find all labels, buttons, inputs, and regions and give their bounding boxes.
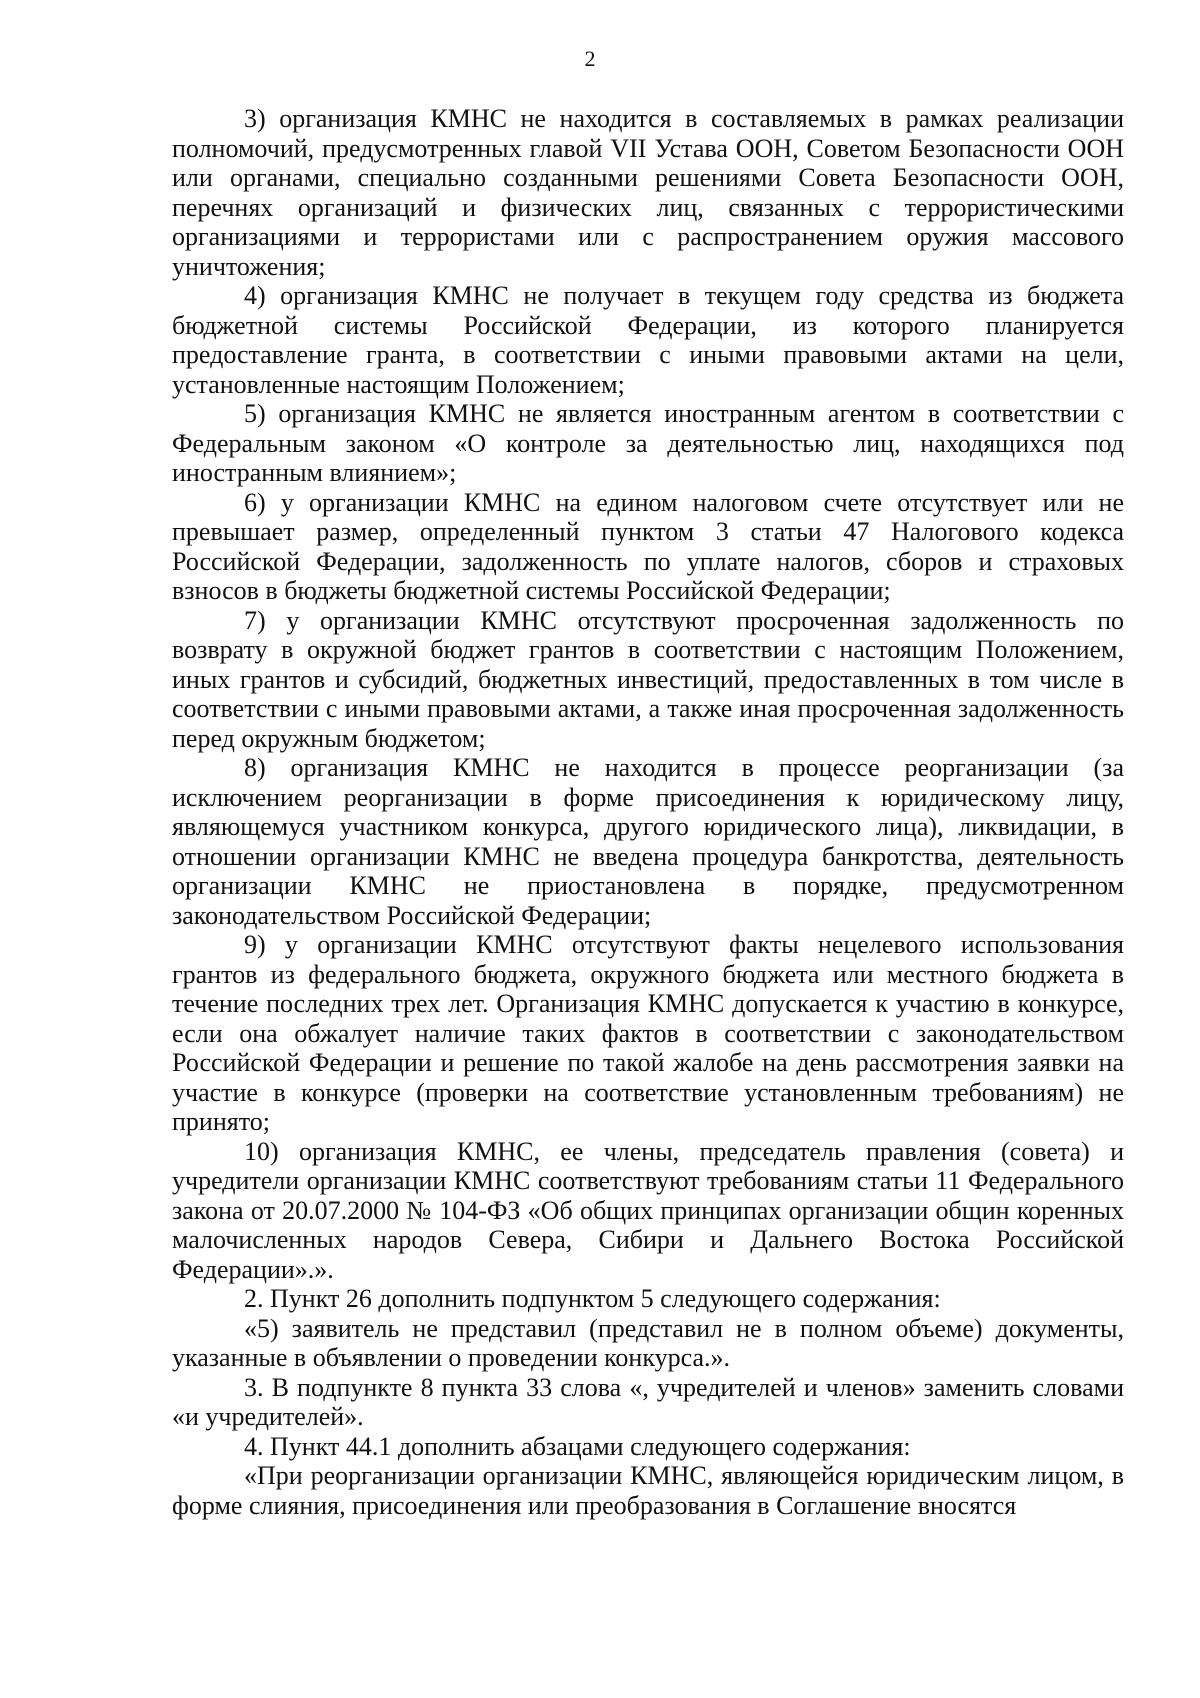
paragraph-item-8: 8) организация КМНС не находится в процессе реорганизации (за исключением реорганизации в форме присоединения к юридическому лицу, являющемуся участником конкурса, другого юридического лица), ликвидации, в отношении организации КМНС не введена процедура банкротства, деятельность организации КМНС не приостановлена в порядке, предусмотренном законодательством Российской Федерации; [172,753,1124,930]
document-body [172,104,1124,1520]
paragraph-item-3: 3) организация КМНС не находится в составляемых в рамках реализации полномочий, предусмотренных главой VII Устава ООН, Советом Безопасности ООН или органами, специально созданными решениями Совета Безопасности ООН, перечнях организаций и физических лиц, связанных с террористическими организациями и террористами или с распространением оружия массового уничтожения; [172,104,1124,281]
paragraph-clause-2-text: «5) заявитель не представил (представил не в полном объеме) документы, указанные в объявлении о проведении конкурса.». [172,1313,1124,1372]
paragraph-clause-4-text: «При реорганизации организации КМНС, являющейся юридическим лицом, в форме слияния, присоединения или преобразования в Соглашение вносятся [172,1461,1124,1520]
page-number: 2 [584,46,596,71]
paragraph-item-9: 9) у организации КМНС отсутствуют факты нецелевого использования грантов из федерального бюджета, окружного бюджета или местного бюджета в течение последних трех лет. Организация КМНС допускается к участию в конкурсе, если она обжалует наличие таких фактов в соответствии с законодательством Российской Федерации и решение по такой жалобе на день рассмотрения заявки на участие в конкурсе (проверки на соответствие установленным требованиям) не принято; [172,930,1124,1136]
paragraph-clause-4: 4. Пункт 44.1 дополнить абзацами следующего содержания: [244,1431,911,1461]
paragraph-item-6: 6) у организации КМНС на едином налоговом счете отсутствует или не превышает размер, определенный пунктом 3 статьи 47 Налогового кодекса Российской Федерации, задолженность по уплате налогов, сборов и страховых взносов в бюджеты бюджетной системы Российской Федерации; [172,487,1124,605]
paragraph-item-4: 4) организация КМНС не получает в текущем году средства из бюджета бюджетной системы Российской Федерации, из которого планируется предоставление гранта, в соответствии с иными правовыми актами на цели, установленные настоящим Положением; [172,281,1124,399]
paragraph-item-5: 5) организация КМНС не является иностранным агентом в соответствии с Федеральным законом «О контроле за деятельностью лиц, находящихся под иностранным влиянием»; [172,399,1124,487]
paragraph-item-7: 7) у организации КМНС отсутствуют просроченная задолженность по возврату в окружной бюджет грантов в соответствии с настоящим Положением, иных грантов и субсидий, бюджетных инвестиций, предоставленных в том числе в соответствии с иными правовыми актами, а также иная просроченная задолженность перед окружным бюджетом; [172,605,1124,753]
paragraph-clause-3: 3. В подпункте 8 пункта 33 слова «, учредителей и членов» заменить словами «и учредителей». [172,1372,1124,1431]
paragraph-item-10: 10) организация КМНС, ее члены, председатель правления (совета) и учредители организации КМНС соответствуют требованиям статьи 11 Федерального закона от 20.07.2000 № 104-ФЗ «Об общих принципах организации общин коренных малочисленных народов Севера, Сибири и Дальнего Востока Российской Федерации».». [172,1136,1124,1284]
paragraph-clause-2: 2. Пункт 26 дополнить подпунктом 5 следующего содержания: [244,1284,941,1313]
